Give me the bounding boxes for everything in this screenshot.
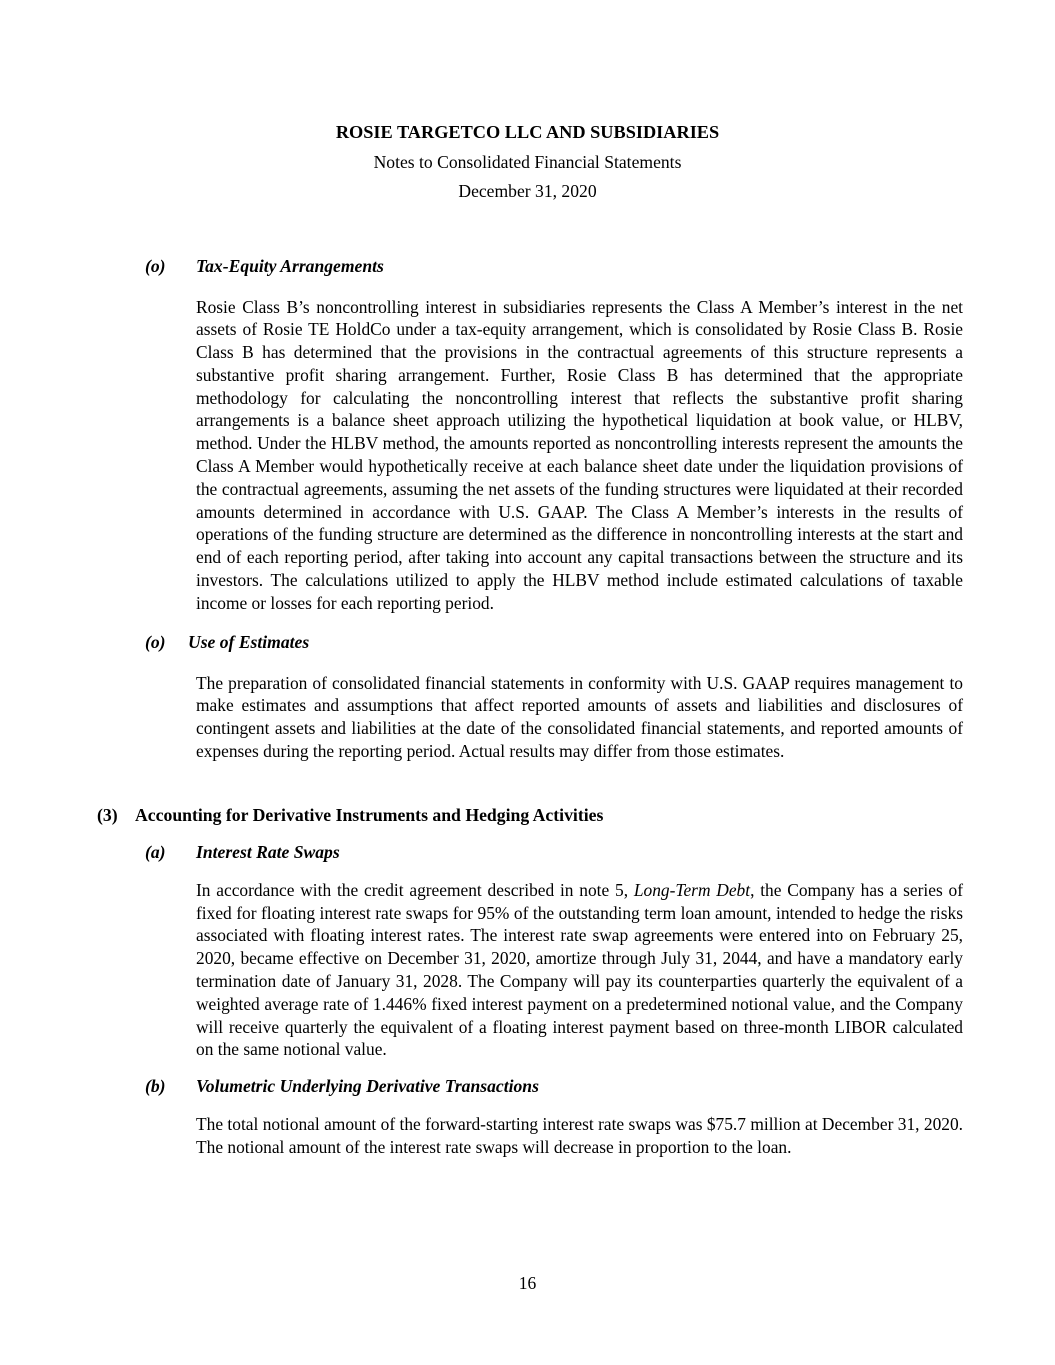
page-number: 16 bbox=[518, 1273, 537, 1293]
note-3-title: Accounting for Derivative Instruments and Hedging Activities bbox=[135, 804, 604, 825]
subsection-title: Volumetric Underlying Derivative Transactions bbox=[196, 1076, 539, 1097]
document-header bbox=[0, 0, 1055, 207]
body-text: In accordance with the credit agreement described in note 5, bbox=[196, 879, 634, 900]
subsection-interest-rate-swaps bbox=[0, 841, 1055, 1061]
subsection-volumetric-derivative-transactions bbox=[0, 1075, 1055, 1159]
body-text: , the Company has a series of fixed for floating interest rate swaps for 95% of the outstanding term loan amount, intended to hedge the risks associated with floating interest rates. The interest rate swap agreements were entered into on February 25, 2020, became effective on December 31, 2020, amortize through July 31, 2044, and have a mandatory early termination date of January 31, 2028. The Company will pay its counterparties quarterly the equivalent of a weighted average rate of 1.446% fixed interest payment on a predetermined notional value, and the Company will receive quarterly the equivalent of a floating interest payment based on three-month LIBOR calculated on the same notional value. bbox=[196, 879, 963, 1060]
document-title: Notes to Consolidated Financial Statements bbox=[373, 151, 682, 172]
note-3-label: (3) bbox=[97, 804, 118, 825]
section-label: (o) bbox=[145, 255, 166, 276]
section-title: Use of Estimates bbox=[188, 631, 310, 652]
section-heading-tax-equity bbox=[145, 255, 963, 278]
section-note-3 bbox=[0, 804, 1055, 1159]
section-body-use-of-estimates: The preparation of consolidated financial statements in conformity with U.S. GAAP requires management to make estimates and assumptions that affect reported amounts of assets and liabilities and disclosures of contingent assets and liabilities at the date of the consolidated financial statements, and reported amounts of expenses during the reporting period. Actual results may differ from those estimates. bbox=[196, 672, 963, 762]
subsection-label: (b) bbox=[145, 1076, 166, 1097]
subsection-body-interest-rate-swaps bbox=[196, 879, 963, 1061]
section-use-of-estimates bbox=[0, 631, 1055, 763]
section-label: (o) bbox=[145, 631, 166, 652]
section-title: Tax-Equity Arrangements bbox=[196, 255, 384, 276]
subsection-body-volumetric: The total notional amount of the forward-starting interest rate swaps was $75.7 million at December 31, 2020. The notional amount of the interest rate swaps will decrease in proportion to the loan. bbox=[196, 1114, 963, 1158]
subsection-heading-interest-rate-swaps bbox=[145, 841, 963, 864]
subsection-title: Interest Rate Swaps bbox=[196, 841, 340, 862]
subsection-heading-volumetric bbox=[145, 1075, 963, 1098]
section-tax-equity-arrangements bbox=[0, 255, 1055, 615]
section-body-tax-equity: Rosie Class B’s noncontrolling interest in subsidiaries represents the Class A Member’s interest in the net assets of Rosie TE HoldCo under a tax-equity arrangement, which is consolidated by Rosie Class B. Rosie Class B has determined that the provisions in the contractual agreements of this structure represents a substantive profit sharing arrangement. Further, Rosie Class B has determined that the appropriate methodology for calculating the noncontrolling interest that reflects the substantive profit sharing arrangements is a balance sheet approach utilizing the hypothetical liquidation at book value, or HLBV, method. Under the HLBV method, the amounts reported as noncontrolling interests represent the amounts the Class A Member would hypothetically receive at each balance sheet date under the liquidation provisions of the contractual agreements, assuming the net assets of the funding structures were liquidated at their recorded amounts determined in accordance with U.S. GAAP. The Class A Member’s interests in the results of operations of the funding structure are determined as the difference in noncontrolling interests at the start and end of each reporting period, after taking into account any capital transactions between the structure and its investors. The calculations utilized to apply the HLBV method include estimated calculations of taxable income or losses for each reporting period. bbox=[196, 296, 963, 613]
document-date: December 31, 2020 bbox=[458, 181, 597, 201]
section-heading-use-of-estimates bbox=[145, 631, 963, 654]
reference-title-italic: Long-Term Debt bbox=[633, 879, 751, 900]
note-3-heading bbox=[97, 804, 963, 827]
company-name: ROSIE TARGETCO LLC AND SUBSIDIARIES bbox=[335, 122, 720, 142]
subsection-label: (a) bbox=[145, 841, 166, 862]
